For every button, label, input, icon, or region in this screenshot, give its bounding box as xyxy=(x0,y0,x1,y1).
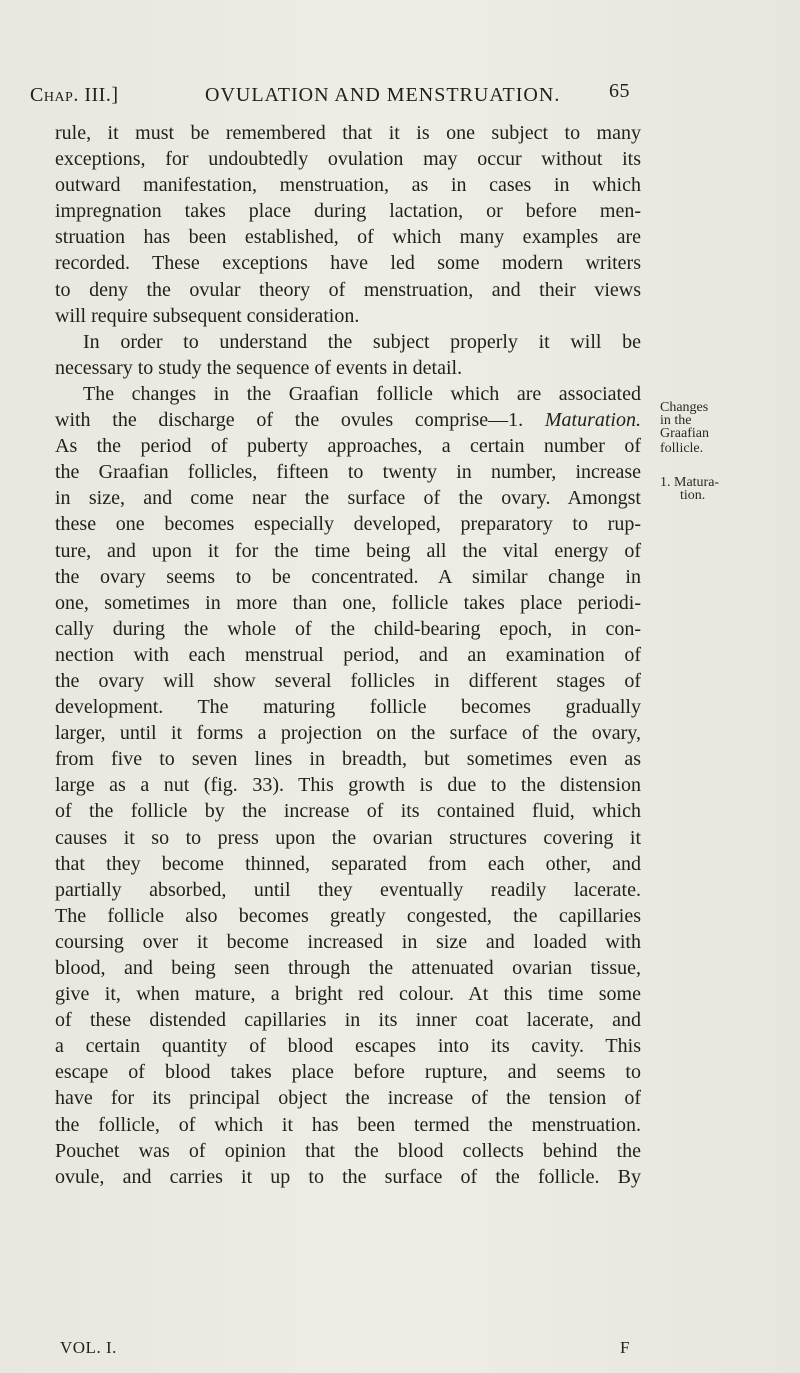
text-line: in size, and come near the surface of the ovary. Amongst xyxy=(55,487,641,510)
text-line-with-italic xyxy=(55,407,641,433)
italic-term: Maturation. xyxy=(544,409,641,432)
margin-note-changes xyxy=(660,401,709,455)
text-line: the Graafian follicles, fifteen to twenty in number, increase xyxy=(55,461,641,484)
text-line: causes it so to press upon the ovarian structures covering it xyxy=(55,826,641,849)
text-line: that they become thinned, separated from each other, and xyxy=(55,852,641,875)
text-line: exceptions, for undoubtedly ovulation may occur without its xyxy=(55,148,641,171)
text-line: a certain quantity of blood escapes into its cavity. This xyxy=(55,1035,641,1058)
text-line: cally during the whole of the child-bearing epoch, in con- xyxy=(55,617,641,640)
page-number: 65 xyxy=(609,80,630,102)
text-line: The follicle also becomes greatly congested, the capillaries xyxy=(55,904,641,927)
chapter-label: Chap. III.] xyxy=(30,84,119,106)
text-line: ovule, and carries it up to the surface of the follicle. By xyxy=(55,1165,641,1188)
text-line: nection with each menstrual period, and an examination of xyxy=(55,643,641,666)
text-line: these one becomes especially developed, preparatory to rup- xyxy=(55,513,641,536)
text-line: large as a nut (fig. 33). This growth is due to the distension xyxy=(55,774,641,797)
margin-note-maturation xyxy=(660,476,719,502)
text-line: of these distended capillaries in its inner coat lacerate, and xyxy=(55,1009,641,1032)
text-line: development. The maturing follicle becomes gradually xyxy=(55,696,641,719)
text-line: to deny the ovular theory of menstruation, and their views xyxy=(55,278,641,301)
volume-label: VOL. I. xyxy=(60,1338,117,1357)
margin-note-line: follicle. xyxy=(660,441,704,456)
text-line: impregnation takes place during lactation, or before men- xyxy=(55,200,641,223)
text-line: necessary to study the sequence of events in detail. xyxy=(55,356,463,379)
text-segment: with the discharge of the ovules comprise—1. xyxy=(55,409,524,432)
text-line: the ovary will show several follicles in different stages of xyxy=(55,669,641,692)
margin-note-line: tion. xyxy=(680,488,706,503)
text-line: partially absorbed, until they eventually readily lacerate. xyxy=(55,878,641,901)
text-line: rule, it must be remembered that it is one subject to many xyxy=(55,122,641,144)
text-line: blood, and being seen through the attenuated ovarian tissue, xyxy=(55,957,641,979)
margin-note-line: Changes xyxy=(660,400,709,415)
text-line: In order to understand the subject properly it will be xyxy=(83,330,641,353)
text-line: the follicle, of which it has been termed the menstruation. xyxy=(55,1113,641,1136)
text-line: will require subsequent consideration. xyxy=(55,304,360,327)
text-line: of the follicle by the increase of its contained fluid, which xyxy=(55,800,641,823)
text-line: outward manifestation, menstruation, as in cases in which xyxy=(55,174,641,197)
signature-mark: F xyxy=(620,1338,630,1357)
running-title: OVULATION AND MENSTRUATION. xyxy=(205,84,561,106)
running-header xyxy=(30,80,630,114)
text-line: ture, and upon it for the time being all the vital energy of xyxy=(55,539,641,562)
text-line: coursing over it become increased in size and loaded with xyxy=(55,930,641,953)
body-text xyxy=(55,120,641,1190)
text-line: Pouchet was of opinion that the blood collects behind the xyxy=(55,1139,641,1162)
margin-note-line: Graafian xyxy=(660,426,709,441)
text-line: have for its principal object the increase of the tension of xyxy=(55,1087,641,1110)
text-line: struation has been established, of which many examples are xyxy=(55,226,641,249)
text-line: the ovary seems to be concentrated. A similar change in xyxy=(55,565,641,588)
text-line: give it, when mature, a bright red colour. At this time some xyxy=(55,983,641,1006)
margin-note-line: in the xyxy=(660,413,692,428)
text-line: As the period of puberty approaches, a certain number of xyxy=(55,435,641,458)
text-line: from five to seven lines in breadth, but sometimes even as xyxy=(55,748,641,771)
text-line: recorded. These exceptions have led some modern writers xyxy=(55,252,641,275)
margin-note-line: 1. Matura- xyxy=(660,475,720,490)
text-line: escape of blood takes place before rupture, and seems to xyxy=(55,1061,641,1084)
text-line: larger, until it forms a projection on the surface of the ovary, xyxy=(55,722,641,745)
text-line: one, sometimes in more than one, follicle takes place periodi- xyxy=(55,591,641,614)
text-line: The changes in the Graafian follicle which are associated xyxy=(83,382,641,405)
